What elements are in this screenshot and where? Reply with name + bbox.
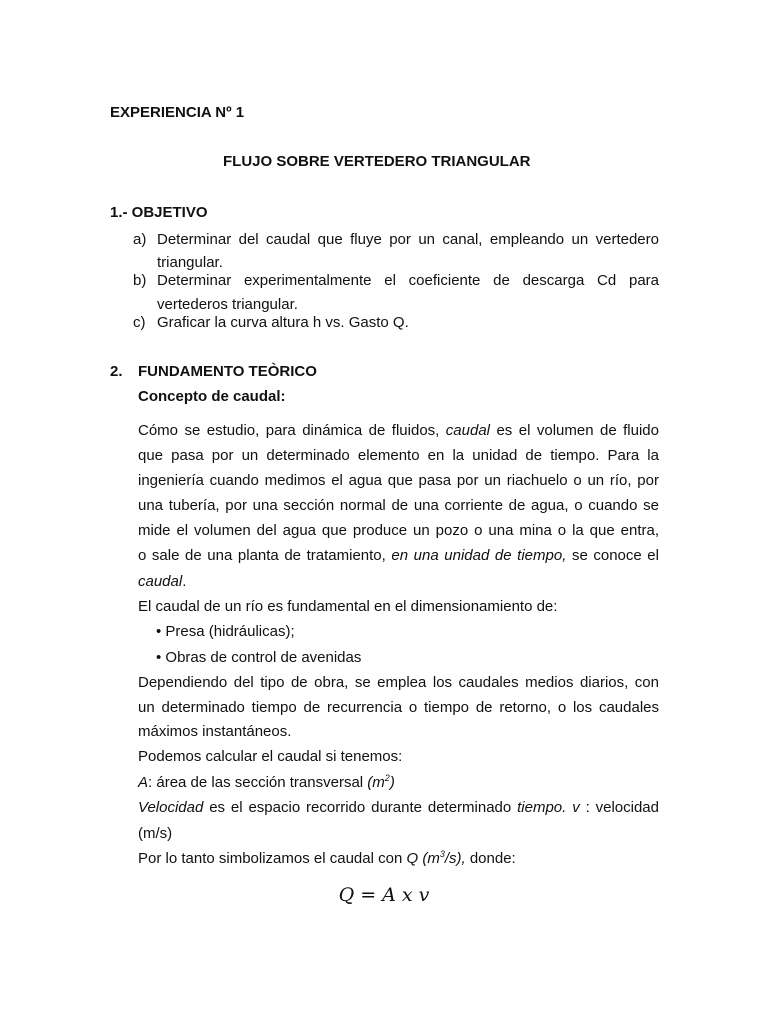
- experiencia-heading: EXPERIENCIA Nº 1: [110, 104, 245, 121]
- para2: El caudal de un río es fundamental en el dimensionamiento de:: [138, 598, 558, 615]
- objective-c-line1: Graficar la curva altura h vs. Gasto Q.: [157, 314, 409, 331]
- flow-formula: Q = A x v: [338, 884, 430, 906]
- area-definition: A: área de las sección transversal $(m^2)$: [138, 773, 395, 791]
- list-label-b: b): [133, 272, 147, 289]
- para3-line3: máximos instantáneos.: [138, 723, 292, 740]
- objective-a-line2: triangular.: [157, 254, 223, 271]
- para3-line2: un determinado tiempo de recurrencia o tiempo de retorno, o los caudales: [138, 699, 659, 716]
- velocity-unit: (m/s): [138, 825, 173, 842]
- list-label-c: c): [133, 314, 146, 331]
- flow-symbol-line: Por lo tanto simbolizamos el caudal con Q $(m^3/s)$, donde:: [138, 849, 516, 867]
- velocity-definition: Velocidad es el espacio recorrido durante determinado tiempo. v : velocidad: [138, 799, 659, 816]
- section1-heading: 1.- OBJETIVO: [110, 204, 208, 221]
- document-title: FLUJO SOBRE VERTEDERO TRIANGULAR: [223, 153, 531, 170]
- para1-line1: Cómo se estudio, para dinámica de fluidos, caudal es el volumen de fluido: [138, 422, 659, 439]
- objective-b-line2: vertederos triangular.: [157, 296, 298, 313]
- bullet-item: • Presa (hidráulicas);: [156, 623, 295, 640]
- section2-number: 2.: [110, 363, 123, 380]
- bullet-item: • Obras de control de avenidas: [156, 649, 362, 666]
- para1-line4: una tubería, por una sección normal de una corriente de agua, o cuando se: [138, 497, 659, 514]
- para1-line2: que pasa por un determinado elemento en la unidad de tiempo. Para la: [138, 447, 659, 464]
- section2-heading: FUNDAMENTO TEÒRICO: [138, 363, 317, 380]
- list-label-a: a): [133, 231, 147, 248]
- section2-subheading: Concepto de caudal:: [138, 388, 286, 405]
- para1-line5: mide el volumen del agua que produce un pozo o una mina o la que entra,: [138, 522, 659, 539]
- objective-b-line1: Determinar experimentalmente el coeficiente de descarga Cd para: [157, 272, 659, 289]
- para1-line7: caudal.: [138, 573, 187, 590]
- objective-a-line1: Determinar del caudal que fluye por un canal, empleando un vertedero: [157, 231, 659, 248]
- para4: Podemos calcular el caudal si tenemos:: [138, 748, 403, 765]
- para1-line6: o sale de una planta de tratamiento, en una unidad de tiempo, se conoce el: [138, 547, 659, 564]
- para3-line1: Dependiendo del tipo de obra, se emplea los caudales medios diarios, con: [138, 674, 659, 691]
- para1-line3: ingeniería cuando medimos el agua que pasa por un riachuelo o un río, por: [138, 472, 659, 489]
